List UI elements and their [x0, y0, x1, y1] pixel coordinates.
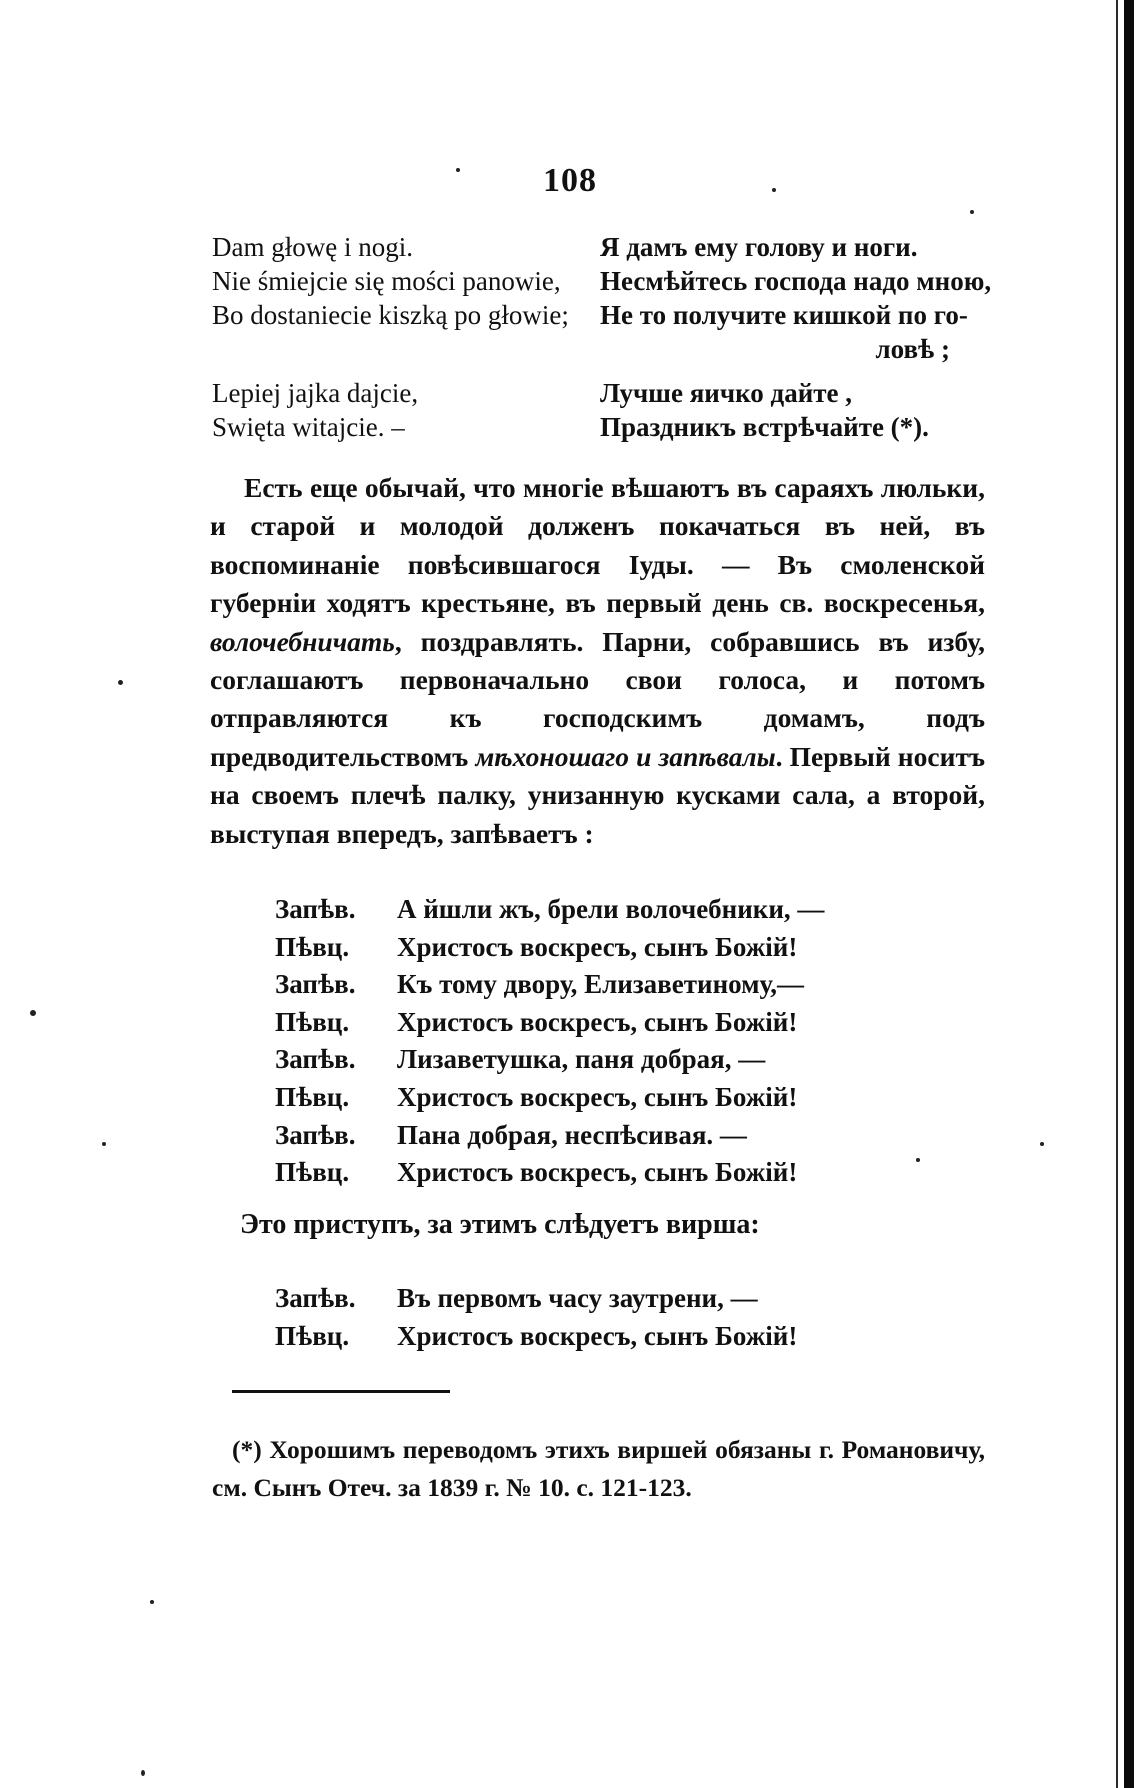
- bilingual-verse: [212, 230, 992, 444]
- song-speaker: Запѣв.: [275, 1044, 356, 1075]
- verse-russian-line: Я дамъ ему голову и ноги.: [600, 232, 918, 262]
- song-text: А йшли жъ, брели волочебники, —: [397, 894, 825, 924]
- page-edge-shadow: [1124, 0, 1134, 1788]
- verse-row: [212, 264, 992, 298]
- verse-polish-line: [212, 332, 600, 366]
- song-line: [275, 1004, 975, 1042]
- footnote: (*) Хорошимъ переводомъ этихъ виршей обязаны г. Романовичу, см. Сынъ Отеч. за 1839 г. № 10. с. 121-123.: [212, 1435, 985, 1502]
- page-number: 108: [543, 162, 597, 199]
- verse-row: [212, 230, 992, 264]
- song-dialogue-second: [275, 1280, 975, 1355]
- song-text: Христосъ воскресъ, сынъ Божій!: [397, 931, 798, 962]
- body-paragraph: [210, 469, 985, 853]
- paragraph-text: . Первый носитъ на своемъ плечѣ палку, унизанную кусками сала, а второй, выступая впередъ, запѣваетъ :: [210, 740, 985, 849]
- verse-row: [212, 376, 992, 410]
- verse-row: [212, 332, 992, 366]
- song-speaker: Пѣвц.: [275, 931, 350, 962]
- song-speaker: Пѣвц.: [275, 1081, 350, 1112]
- verse-polish-line: Bo dostaniecie kiszką po głowie;: [212, 300, 569, 330]
- song-text: Христосъ воскресъ, сынъ Божій!: [397, 1006, 798, 1037]
- page-edge-line: [1116, 0, 1118, 1788]
- verse-polish-line: Nie śmiejcie się mości panowie,: [212, 266, 561, 296]
- song-speaker: Запѣв.: [275, 1119, 356, 1150]
- verse-russian-line: Праздникъ встрѣчайте (*).: [600, 412, 929, 442]
- scan-speck: [1040, 1142, 1044, 1146]
- song-text: Въ первомъ часу заутрени, —: [397, 1283, 758, 1313]
- song-text: Къ тому двору, Елизаветиному,—: [397, 969, 805, 1000]
- footnote-rule: [232, 1390, 450, 1393]
- song-line: [275, 1117, 975, 1155]
- scan-speck: [118, 680, 123, 685]
- verse-polish-line: Swięta witajcie. –: [212, 412, 405, 442]
- verse-russian-line: ловѣ ;: [875, 334, 950, 364]
- verse-russian-line: Не то получите кишкой по го-: [600, 300, 968, 330]
- song-text: Христосъ воскресъ, сынъ Божій!: [397, 1081, 798, 1112]
- paragraph-italic-term: волочебничать: [210, 625, 395, 657]
- scan-speck: [916, 1158, 920, 1162]
- song-line: [275, 1280, 975, 1318]
- scan-speck: [141, 1770, 145, 1776]
- scan-speck: [970, 210, 974, 214]
- scan-speck: [150, 1600, 154, 1604]
- song-line: [275, 1041, 975, 1079]
- song-line: [275, 1318, 975, 1356]
- song-text: Пана добрая, неспѣсивая. —: [397, 1119, 747, 1150]
- song-text: Лизаветушка, паня добрая, —: [397, 1044, 766, 1075]
- paragraph-text: Есть еще обычай, что многіе вѣшаютъ въ сараяхъ люльки, и старой и молодой долженъ покачаться въ ней, въ воспоминаніе повѣсившагося Іуды. — Въ смоленской губерніи ходятъ крестьяне, въ первый день св. воскресенья,: [210, 472, 985, 619]
- verse-row: [212, 410, 992, 444]
- song-speaker: Пѣвц.: [275, 1320, 350, 1351]
- song-line: [275, 1079, 975, 1117]
- song-speaker: Пѣвц.: [275, 1157, 350, 1188]
- song-text: Христосъ воскресъ, сынъ Божій!: [397, 1157, 798, 1188]
- song-line: [275, 966, 975, 1004]
- paragraph-italic-term: мѣхоношаго и запѣвалы: [475, 740, 776, 772]
- song-line: [275, 891, 975, 929]
- verse-row: [212, 298, 992, 332]
- song-text: Христосъ воскресъ, сынъ Божій!: [397, 1320, 798, 1351]
- scan-speck: [30, 1010, 36, 1016]
- song-line: [275, 1154, 975, 1192]
- song-dialogue: [275, 891, 975, 1192]
- verse-polish-line: Dam głowę i nogi.: [212, 232, 413, 262]
- scan-speck: [772, 188, 776, 192]
- song-speaker: Запѣв.: [275, 894, 356, 924]
- verse-intro-line: Это приступъ, за этимъ слѣдуетъ вирша:: [240, 1209, 760, 1240]
- song-speaker: Запѣв.: [275, 969, 356, 1000]
- paragraph-text: , поздравлять. Парни, собравшись въ избу, соглашаютъ первоначально свои голоса, и потомъ отправляются къ господскимъ домамъ, подъ предводительствомъ: [210, 625, 985, 772]
- song-speaker: Запѣв.: [275, 1283, 356, 1313]
- verse-russian-line: Несмѣйтесь господа надо мною,: [600, 266, 992, 296]
- song-line: [275, 929, 975, 967]
- verse-polish-line: Lepiej jajka dajcie,: [212, 378, 419, 408]
- song-speaker: Пѣвц.: [275, 1006, 350, 1037]
- scan-speck: [102, 1142, 106, 1146]
- verse-russian-line: Лучше яичко дайте ,: [600, 378, 853, 408]
- scan-speck: [456, 168, 460, 172]
